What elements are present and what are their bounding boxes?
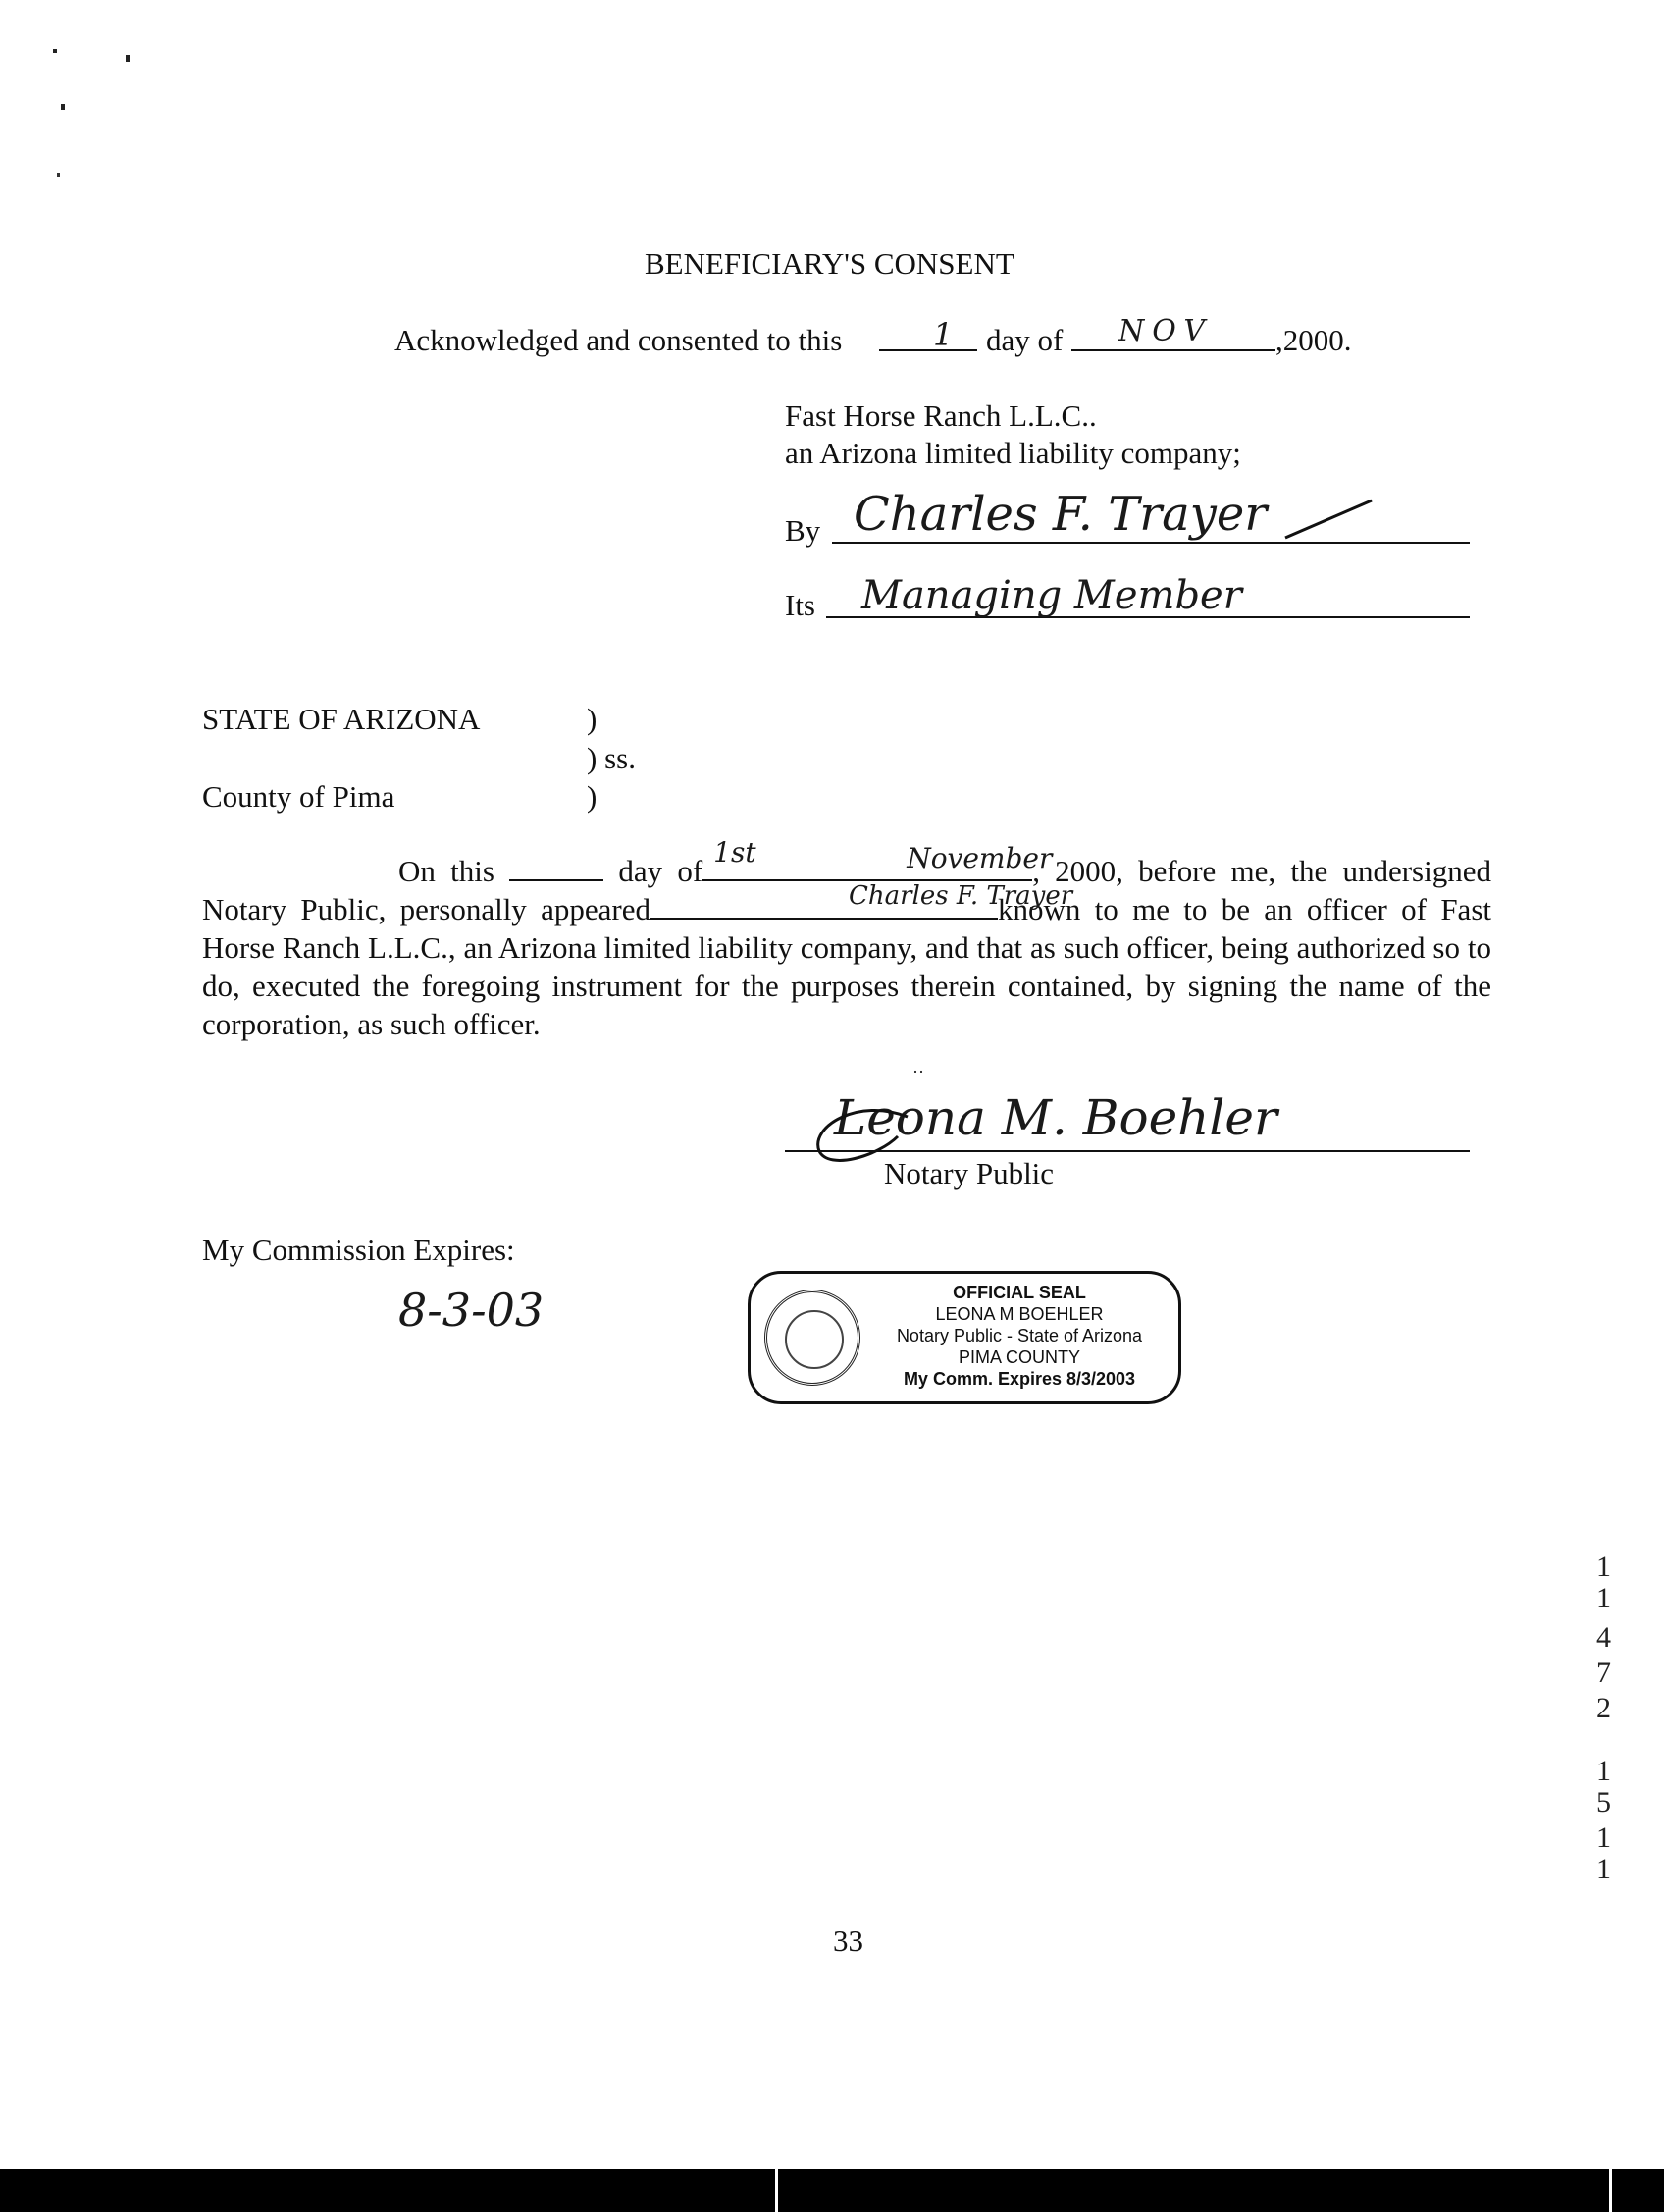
scan-border-bottom — [0, 2169, 1664, 2212]
venue-paren-1: ) — [587, 702, 598, 736]
notary-signature: Leona M. Boehler — [834, 1089, 1277, 1146]
scan-border-gap — [1609, 2169, 1612, 2212]
seal-line-5: My Comm. Expires 8/3/2003 — [903, 1369, 1136, 1389]
scan-speck — [126, 55, 130, 62]
company-name: Fast Horse Ranch L.L.C.. — [785, 398, 1097, 433]
official-seal-stamp — [748, 1271, 1181, 1404]
commission-label: My Commission Expires: — [202, 1233, 515, 1267]
venue-county: County of Pima — [202, 779, 395, 814]
scan-speck — [61, 104, 65, 110]
ack-day-handwritten: 1 — [933, 316, 954, 353]
ack-day-blank — [879, 349, 977, 351]
document-title: BENEFICIARY'S CONSENT — [645, 246, 1014, 281]
seal-line-4: PIMA COUNTY — [958, 1347, 1080, 1367]
its-label: Its — [785, 588, 815, 622]
by-signature: Charles F. Trayer — [854, 487, 1268, 542]
state-seal-icon — [764, 1290, 860, 1386]
margin-stamp-9: 1 — [1596, 1853, 1611, 1885]
notary-label: Notary Public — [884, 1156, 1055, 1190]
margin-stamp-4: 2 — [1596, 1692, 1611, 1724]
ack-month-handwritten: NOV — [1118, 314, 1213, 348]
margin-stamp-0: 1 — [1596, 1551, 1611, 1583]
seal-line-3: Notary Public - State of Arizona — [896, 1326, 1143, 1345]
seal-text — [866, 1282, 1172, 1390]
scan-speck — [57, 173, 60, 177]
notary-month-handwritten: November — [907, 842, 1053, 874]
margin-stamp-8: 1 — [1596, 1821, 1611, 1854]
venue-paren-3: ) — [587, 779, 598, 814]
by-signature-stroke — [1275, 491, 1383, 550]
commission-date-handwritten: 8-3-03 — [398, 1284, 545, 1337]
venue-state: STATE OF ARIZONA — [202, 702, 481, 736]
margin-stamp-3: 7 — [1596, 1657, 1611, 1689]
by-label: By — [785, 513, 821, 548]
margin-stamp-1: 1 — [1596, 1582, 1611, 1614]
scan-border-gap — [775, 2169, 778, 2212]
notary-paragraph — [202, 836, 1491, 1043]
scan-speck — [53, 49, 57, 53]
notary-dots: ·· — [912, 1062, 924, 1081]
seal-line-1: OFFICIAL SEAL — [953, 1283, 1086, 1302]
notary-day-handwritten: 1st — [713, 836, 756, 869]
margin-stamp-2: 4 — [1596, 1621, 1611, 1654]
venue-paren-2: ) ss. — [587, 741, 636, 775]
notary-p3: , 2000, before me, the undersigned Notary Public, personally appeared — [202, 854, 1491, 926]
ack-prefix: Acknowledged and consented to this — [394, 323, 843, 357]
notary-p1: On this — [398, 854, 494, 888]
margin-stamp-7: 5 — [1596, 1786, 1611, 1818]
ack-month-blank — [1071, 349, 1275, 351]
seal-line-2: LEONA M BOEHLER — [935, 1304, 1104, 1324]
ack-day-label: day of — [986, 323, 1064, 357]
company-description: an Arizona limited liability company; — [785, 436, 1241, 470]
margin-stamp-6: 1 — [1596, 1755, 1611, 1787]
notary-name-handwritten: Charles F. Trayer — [848, 881, 1073, 911]
notary-name-blank — [650, 881, 1073, 920]
its-handwritten: Managing Member — [861, 573, 1242, 618]
ack-year: ,2000. — [1275, 323, 1352, 357]
notary-p4: known to me to be an officer of Fast Horse Ranch L.L.C., an Arizona limited liability company, and that as such officer, being authorized so to do, executed the foregoing instrument for the purposes therein contained, by signing the name of the corporation, as such officer. — [202, 892, 1491, 1041]
notary-p2: day of — [618, 854, 703, 888]
page-number: 33 — [833, 1923, 863, 1958]
